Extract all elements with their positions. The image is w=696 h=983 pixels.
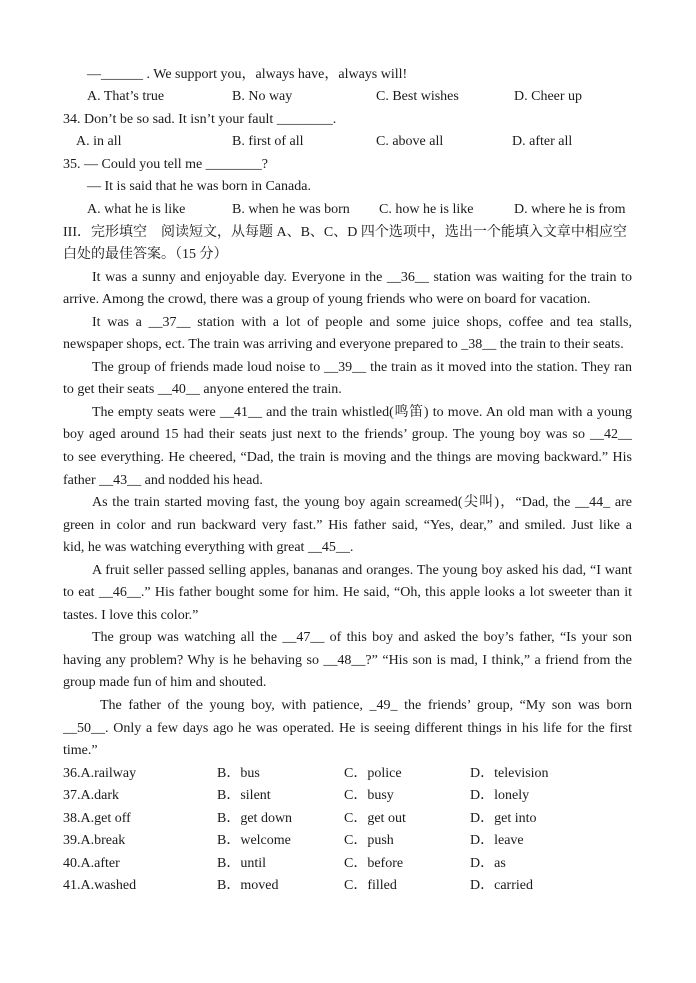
passage-paragraph-6 bbox=[63, 560, 632, 628]
answer-row-36 bbox=[63, 763, 632, 786]
option-a: 39.A.break bbox=[63, 833, 126, 849]
option-a: 36.A.railway bbox=[63, 765, 137, 781]
option-c: C．police bbox=[344, 765, 402, 781]
section-heading-line: 白处的最佳答案。（15 分） bbox=[63, 247, 228, 263]
passage-line: to get their seats __40__ anyone entered the train. bbox=[63, 382, 342, 398]
answer-row-38 bbox=[63, 808, 632, 831]
passage-line: to see everything. He cheered, “Dad, the train is moving and the things are moving backward.” His bbox=[63, 449, 632, 465]
question-35 bbox=[63, 154, 632, 222]
passage-line: arrive. Among the crowd, there was a group of young friends who were on board for vacation. bbox=[63, 292, 591, 308]
cloze-answer-options bbox=[63, 763, 632, 898]
question-34-stem: 34. Don’t be so sad. It isn’t your fault ________. bbox=[63, 111, 337, 127]
passage-line: As the train started moving fast, the young boy again screamed(尖叫)，“Dad, the __44_ are bbox=[92, 495, 632, 511]
option-b: B．until bbox=[217, 855, 267, 871]
passage-line: newspaper shops, ect. The train was arriving and everyone prepared to _38__ the train to their seats. bbox=[63, 337, 624, 353]
option-d: D．carried bbox=[470, 878, 533, 894]
option-c: C．filled bbox=[344, 878, 397, 894]
option-c: C. how he is like bbox=[379, 201, 474, 217]
passage-line: father __43__ and nodded his head. bbox=[63, 472, 263, 488]
exam-page bbox=[63, 64, 632, 898]
passage-paragraph-7 bbox=[63, 627, 632, 695]
option-b: B．get down bbox=[217, 810, 293, 826]
answer-row-37 bbox=[63, 785, 632, 808]
passage-line: __50__. Only a few days ago he was operated. He is seeing different things in his life for the first bbox=[63, 720, 632, 736]
option-a: A. That’s true bbox=[87, 89, 165, 105]
question-34 bbox=[63, 109, 632, 154]
section-3-heading bbox=[63, 222, 632, 267]
passage-paragraph-1 bbox=[63, 267, 632, 312]
passage-line: It was a sunny and enjoyable day. Everyone in the __36__ station was waiting for the train to bbox=[92, 269, 632, 285]
option-b: B．bus bbox=[217, 765, 260, 781]
option-b: B. first of all bbox=[232, 134, 304, 150]
option-c: C．get out bbox=[344, 810, 406, 826]
cloze-passage bbox=[63, 267, 632, 763]
passage-paragraph-3 bbox=[63, 357, 632, 402]
passage-line: green in color and run backward very fast.” His father said, “Yes, dear,” and smiled. Just like a bbox=[63, 517, 632, 533]
passage-line: The group was watching all the __47__ of this boy and asked the boy’s father, “Is your son bbox=[92, 630, 632, 646]
passage-line: A fruit seller passed selling apples, bananas and oranges. The young boy asked his dad, “I want bbox=[92, 562, 632, 578]
option-d: D．lonely bbox=[470, 788, 530, 804]
option-c: C. above all bbox=[376, 134, 444, 150]
option-d: D．television bbox=[470, 765, 549, 781]
passage-paragraph-2 bbox=[63, 312, 632, 357]
option-c: C．push bbox=[344, 833, 394, 849]
option-c: C．before bbox=[344, 855, 404, 871]
question-33-stem: —______ . We support you，always have，always will! bbox=[87, 66, 408, 82]
passage-line: The empty seats were __41__ and the train whistled(鸣笛) to move. An old man with a young bbox=[92, 404, 632, 420]
passage-line: boy aged around 15 had their seats just next to the friends’ group. The young boy was so __42__ bbox=[63, 427, 632, 443]
passage-line: The group of friends made loud noise to __39__ the train as it moved into the station. They ran bbox=[92, 359, 632, 375]
answer-row-40 bbox=[63, 853, 632, 876]
answer-row-39 bbox=[63, 830, 632, 853]
option-d: D. where he is from bbox=[514, 201, 626, 217]
option-d: D．as bbox=[470, 855, 506, 871]
option-a: 41.A.washed bbox=[63, 878, 137, 894]
option-a: A. what he is like bbox=[87, 201, 186, 217]
passage-line: time.” bbox=[63, 743, 98, 759]
question-35-options bbox=[63, 199, 632, 222]
option-c: C. Best wishes bbox=[376, 89, 459, 105]
option-b: B. No way bbox=[232, 89, 293, 105]
option-d: D．get into bbox=[470, 810, 537, 826]
passage-line: having any problem? Why is he behaving so __48__?” “His son is mad, I think,” a friend from the bbox=[63, 652, 632, 668]
passage-line: group made fun of him and shouted. bbox=[63, 675, 267, 691]
passage-line: The father of the young boy, with patience, _49_ the friends’ group, “My son was born bbox=[100, 698, 632, 713]
passage-line: kid, he was watching everything with great __45__. bbox=[63, 540, 354, 556]
passage-paragraph-8 bbox=[63, 695, 632, 763]
question-35-reply: — It is said that he was born in Canada. bbox=[87, 179, 311, 195]
option-a: 37.A.dark bbox=[63, 788, 119, 804]
option-a: A. in all bbox=[76, 134, 122, 150]
option-b: B．welcome bbox=[217, 833, 291, 849]
option-a: 38.A.get off bbox=[63, 810, 131, 826]
passage-paragraph-4 bbox=[63, 402, 632, 492]
option-b: B．moved bbox=[217, 878, 279, 894]
option-d: D. after all bbox=[512, 134, 573, 150]
question-33 bbox=[63, 64, 632, 109]
option-d: D. Cheer up bbox=[514, 89, 583, 105]
option-a: 40.A.after bbox=[63, 855, 120, 871]
question-34-options bbox=[63, 131, 632, 154]
option-d: D．leave bbox=[470, 833, 524, 849]
option-b: B. when he was born bbox=[232, 201, 350, 217]
passage-line: It was a __37__ station with a lot of people and some juice shops, coffee and tea stalls, bbox=[92, 314, 632, 330]
passage-line: to eat __46__.” His father bought some for him. He said, “Oh, this apple looks a lot sweeter than it bbox=[63, 585, 632, 601]
option-b: B．silent bbox=[217, 788, 271, 804]
question-33-options bbox=[63, 86, 632, 109]
section-heading-line: III．完形填空 阅读短文，从每题 A、B、C、D 四个选项中，选出一个能填入文章中相应空 bbox=[63, 224, 627, 240]
answer-row-41 bbox=[63, 875, 632, 898]
question-35-stem: 35. — Could you tell me ________? bbox=[63, 156, 268, 172]
passage-paragraph-5 bbox=[63, 492, 632, 560]
option-c: C．busy bbox=[344, 788, 394, 804]
passage-line: tastes. I love this color.” bbox=[63, 607, 199, 623]
